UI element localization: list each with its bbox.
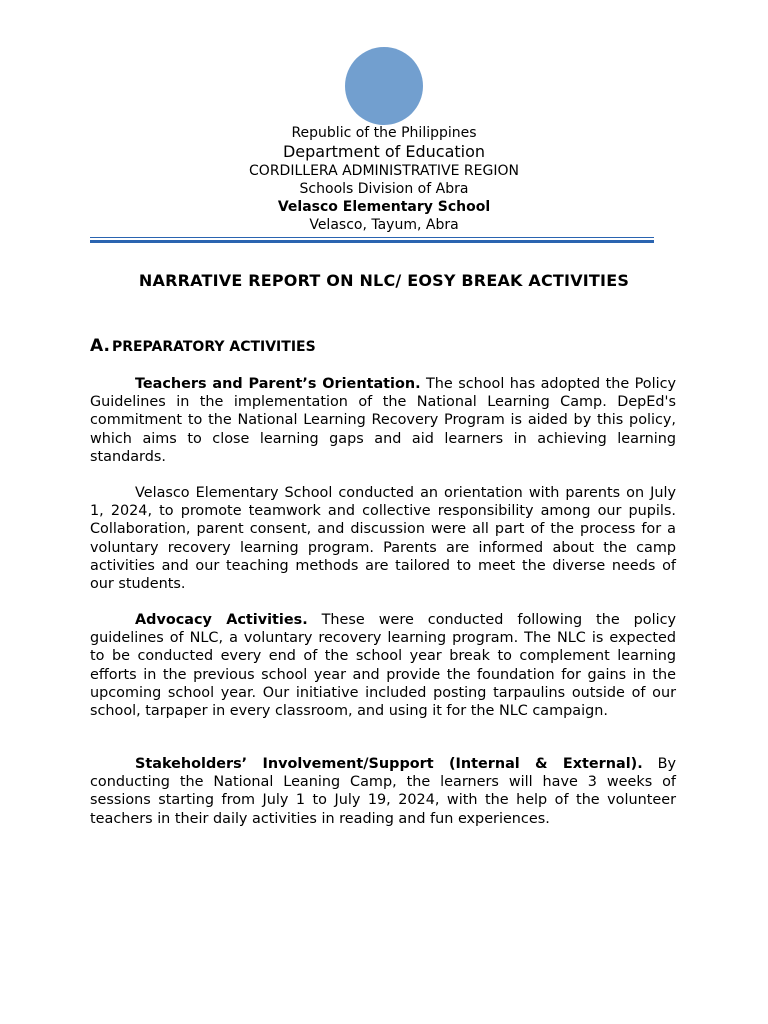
paragraph-body: By conducting the National Leaning Camp, the learners will have 3 weeks of sessions starting from July 1 to July 19, 2024, with the help of the volunteer teachers in their daily activities in reading and fun experiences. [90, 756, 676, 827]
paragraph-lead: Stakeholders’ Involvement/Support (Internal & External). [135, 756, 643, 772]
paragraph-orientation [90, 375, 676, 466]
section-heading [90, 336, 316, 356]
section-letter: A. [90, 336, 110, 356]
deped-seal-icon [345, 47, 423, 125]
header-address: Velasco, Tayum, Abra [309, 217, 459, 233]
header-division: Schools Division of Abra [299, 181, 469, 197]
document-title: NARRATIVE REPORT ON NLC/ EOSY BREAK ACTIVITIES [138, 271, 630, 290]
paragraph-stakeholders [90, 755, 676, 828]
letterhead [90, 124, 678, 234]
header-region: CORDILLERA ADMINISTRATIVE REGION [249, 163, 519, 179]
header-divider-thin [90, 237, 654, 238]
paragraph-body: Velasco Elementary School conducted an orientation with parents on July 1, 2024, to promote teamwork and collective responsibility among our pupils. Collaboration, parent consent, and discussion were all part of the process for a voluntary recovery learning program. Parents are informed about the camp activities and our teaching methods are tailored to meet the diverse needs of our students. [90, 485, 676, 593]
paragraph-advocacy [90, 611, 676, 720]
paragraph-body: These were conducted following the policy guidelines of NLC, a voluntary recovery learning program. The NLC is expected to be conducted every end of the school year break to complement learning efforts in the previous school year and provide the foundation for gains in the upcoming school year. Our initiative included posting tarpaulins outside of our school, tarpaper in every classroom, and using it for the NLC campaign. [90, 612, 677, 720]
header-divider-thick [90, 240, 654, 243]
header-republic: Republic of the Philippines [291, 125, 477, 141]
paragraph-parent-orientation [90, 484, 676, 593]
header-department: Department of Education [282, 142, 486, 161]
paragraph-lead: Advocacy Activities. [135, 612, 308, 628]
paragraph-lead: Teachers and Parent’s Orientation. [135, 376, 421, 392]
header-school: Velasco Elementary School [277, 199, 491, 215]
section-label: PREPARATORY ACTIVITIES [111, 339, 316, 355]
paragraph-body: The school has adopted the Policy Guidelines in the implementation of the National Learning Camp. DepEd's commitment to the National Learning Recovery Program is aided by this policy, which aims to close learning gaps and aid learners in achieving learning standards. [90, 376, 677, 465]
